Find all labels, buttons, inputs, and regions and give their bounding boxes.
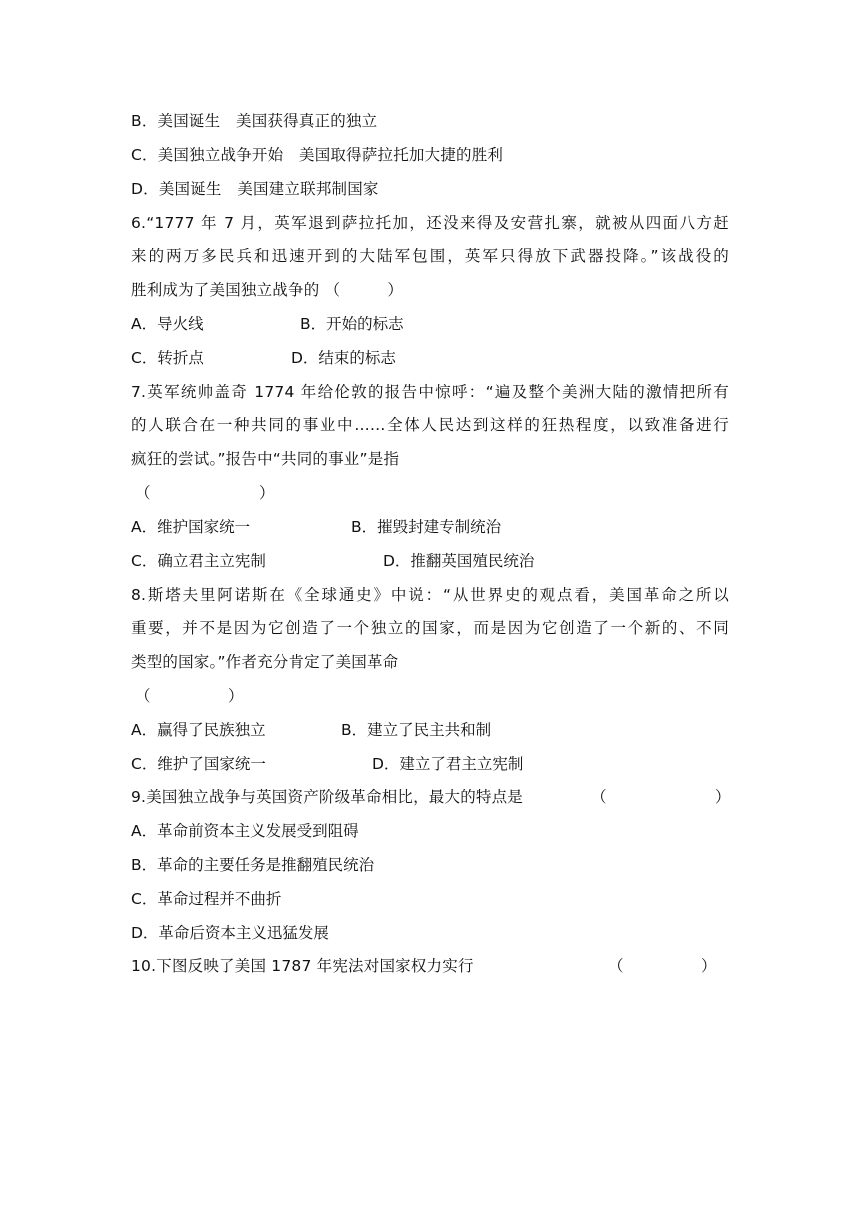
q9-option-d[interactable]: D．革命后资本主义迅猛发展 — [131, 924, 329, 942]
q9-answer-paren[interactable]: （ ） — [591, 788, 731, 806]
q9-option-c[interactable]: C．革命过程并不曲折 — [131, 890, 282, 908]
q10-answer-paren[interactable]: （ ） — [608, 957, 717, 975]
q10-stem: 10.下图反映了美国 1787 年宪法对国家权力实行 — [131, 957, 474, 975]
q8-option-a[interactable]: A．赢得了民族独立 — [131, 721, 266, 739]
q7-option-a[interactable]: A．维护国家统一 — [131, 518, 251, 536]
q5-option-d[interactable]: D．美国诞生 美国建立联邦制国家 — [131, 180, 379, 198]
q7-answer-paren[interactable]: （ ） — [135, 484, 275, 502]
q8-stem-line-2: 重要，并不是因为它创造了一个独立的国家，而是因为它创造了一个新的、不同 — [131, 619, 729, 637]
q7-stem-line-3: 疯狂的尝试。”报告中“共同的事业”是指 — [131, 450, 400, 468]
q6-stem-line-3: 胜利成为了美国独立战争的 （ ） — [131, 281, 404, 299]
q6-option-b[interactable]: B．开始的标志 — [300, 315, 404, 333]
q8-stem-line-3: 类型的国家。”作者充分肯定了美国革命 — [131, 653, 399, 671]
q6-stem-line-2: 来的两万多民兵和迅速开到的大陆军包围，英军只得放下武器投降。”该战役的 — [131, 247, 729, 265]
q9-stem: 9.美国独立战争与英国资产阶级革命相比，最大的特点是 — [131, 788, 523, 806]
q6-option-d[interactable]: D．结束的标志 — [291, 349, 396, 367]
q6-option-a[interactable]: A．导火线 — [131, 315, 204, 333]
q6-option-c[interactable]: C．转折点 — [131, 349, 204, 367]
q7-stem-line-1: 7.英军统帅盖奇 1774 年给伦敦的报告中惊呼：“遍及整个美洲大陆的激情把所有 — [131, 383, 729, 401]
q6-stem-line-1: 6.“1777 年 7 月，英军退到萨拉托加，还没来得及安营扎寨，就被从四面八方赶 — [131, 214, 729, 232]
q7-option-b[interactable]: B．摧毁封建专制统治 — [351, 518, 502, 536]
q9-option-b[interactable]: B．革命的主要任务是推翻殖民统治 — [131, 856, 375, 874]
q7-stem-line-2: 的人联合在一种共同的事业中……全体人民达到这样的狂热程度，以致准备进行 — [131, 416, 729, 434]
q8-option-b[interactable]: B．建立了民主共和制 — [341, 721, 492, 739]
q5-option-c[interactable]: C．美国独立战争开始 美国取得萨拉托加大捷的胜利 — [131, 146, 504, 164]
q8-option-c[interactable]: C．维护了国家统一 — [131, 755, 266, 773]
q7-option-c[interactable]: C．确立君主立宪制 — [131, 552, 266, 570]
q8-stem-line-1: 8.斯塔夫里阿诺斯在《全球通史》中说：“从世界史的观点看，美国革命之所以 — [131, 586, 729, 604]
q8-answer-paren[interactable]: （ ） — [135, 687, 244, 705]
q8-option-d[interactable]: D．建立了君主立宪制 — [372, 755, 524, 773]
q7-option-d[interactable]: D．推翻英国殖民统治 — [383, 552, 535, 570]
q5-option-b[interactable]: B．美国诞生 美国获得真正的独立 — [131, 112, 378, 130]
q9-option-a[interactable]: A．革命前资本主义发展受到阻碍 — [131, 822, 359, 840]
